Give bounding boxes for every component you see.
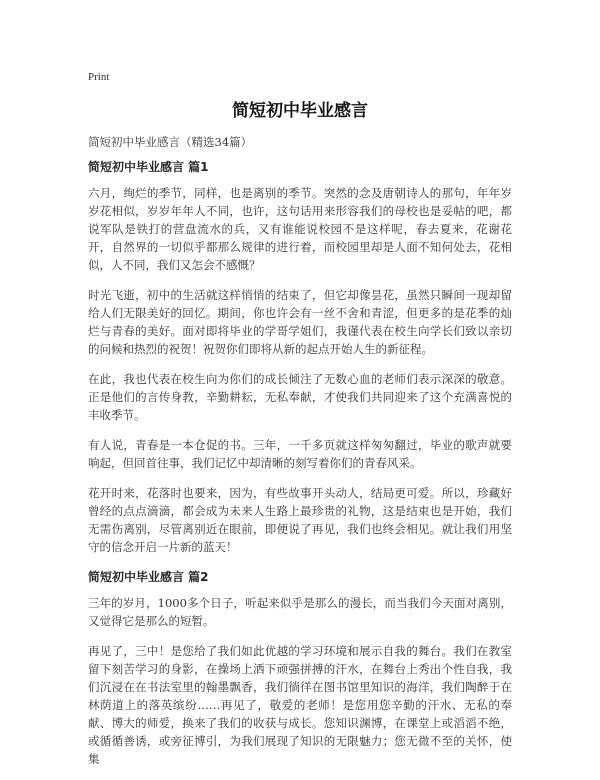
- paragraph: 再见了，三中！是您给了我们如此优越的学习环境和展示自我的舞台。我们在教室留下刻苦学习的身影，在操场上洒下顽强拼搏的汗水，在舞台上秀出个性自我，我们沉浸在在书法室里的翰墨飘香，我们徜徉在图书馆里知识的海洋，我们陶醉于在林荫道上的落英缤纷……再见了，敬爱的老师！是您用您辛勤的汗水、无私的奉献、博大的师爱，换来了我们的收获与成长。您知识渊博，在课堂上或滔滔不绝，或循循善诱，或旁征博引，为我们展现了知识的无限魅力；您无微不至的关怀，使集: [88, 644, 512, 766]
- paragraph: 时光飞逝，初中的生活就这样悄悄的结束了，但它却像昙花，虽然只瞬间一现却留给人们无限美好的回忆。期间，你也许会有一丝不舍和青涩，但更多的是花季的灿烂与青春的美好。面对即将毕业的学哥学姐们，我谨代表在校生向学长们致以亲切的问候和热烈的祝贺！祝贺你们即将从新的起点开始人生的新征程。: [88, 288, 512, 356]
- paragraph: 有人说，青春是一本仓促的书。三年，一千多页就这样匆匆翻过，毕业的歌声就要响起，但回首往事，我们记忆中却清晰的刻写着你们的青春风采。: [88, 438, 512, 470]
- page-title: 简短初中毕业感言: [232, 101, 368, 121]
- section-heading: 简短初中毕业感言 篇2: [88, 570, 209, 584]
- section-1: [88, 158, 512, 556]
- paragraph: 在此，我也代表在校生向为你们的成长倾注了无数心血的老师们表示深深的敬意。正是他们的言传身教，辛勤耕耘，无私奉献，才使我们共同迎来了这个充满喜悦的丰收季节。: [88, 372, 512, 422]
- print-label: Print: [88, 71, 110, 83]
- document-subtitle: 简短初中毕业感言（精选34篇）: [88, 135, 253, 149]
- document-body: [88, 158, 512, 780]
- section-2: [88, 568, 512, 768]
- paragraph: 花开时来，花落时也要来，因为，有些故事开头动人，结局更可爱。所以，珍藏好曾经的点点滴滴，都会成为未来人生路上最珍贵的礼物，这是结束也是开始，我们无需伤离别，尽管离别近在眼前，即便说了再见，我们也终会相见。就让我们用坚守的信念开启一片新的蓝天！: [88, 486, 512, 554]
- paragraph: 六月，绚烂的季节，同样，也是离别的季节。突然的念及唐朝诗人的那句，年年岁岁花相似，岁岁年年人不同，也许，这句话用来形容我们的母校也是妥帖的吧，都说军队是铁打的营盘流水的兵，又有谁能说校园不是这样呢，春去夏来，花谢花开，自然界的一切似乎都那么规律的进行着，而校园里却是人面不知何处去，花相似，人不同，我们又怎会不感慨？: [88, 186, 512, 272]
- section-heading: 简短初中毕业感言 篇1: [88, 160, 209, 174]
- paragraph: 三年的岁月，1000多个日子，听起来似乎是那么的漫长，而当我们今天面对离别，又觉得它是那么的短暂。: [88, 596, 512, 628]
